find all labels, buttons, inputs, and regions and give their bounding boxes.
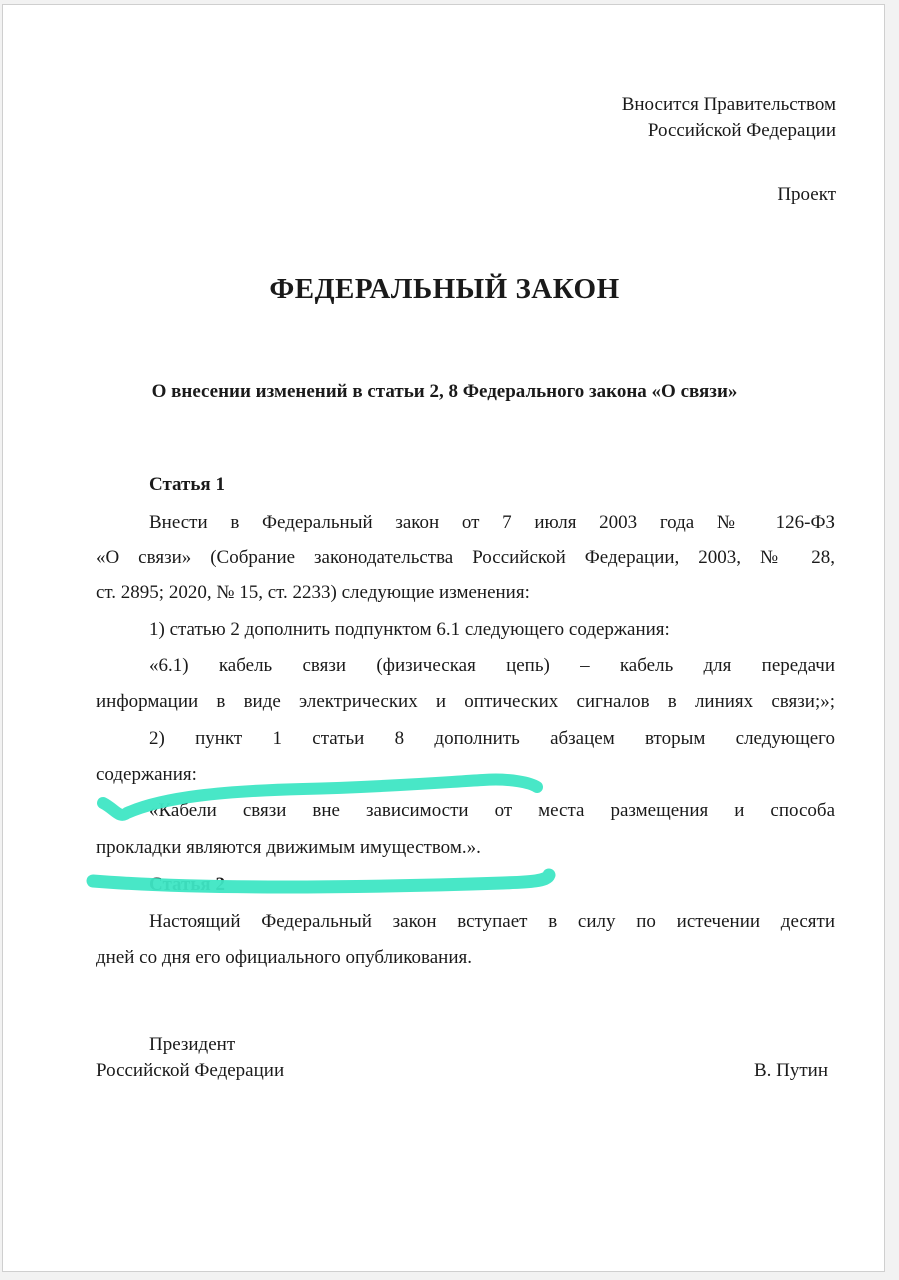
article-2-heading: Статья 2 [149,874,225,895]
submitted-by-line-1: Вносится Правительством [621,94,836,115]
signature-name: В. Путин [753,1060,828,1081]
article-2-line-2: дней со дня его официального опубликования. [96,947,473,968]
article-1-line-5: «6.1) кабель связи (физическая цепь) – кабель для передачи [149,655,835,676]
article-1-line-1: Внести в Федеральный закон от 7 июля 2003 года № 126-ФЗ [149,512,835,533]
article-1-heading: Статья 1 [149,474,225,495]
document-title: ФЕДЕРАЛЬНЫЙ ЗАКОН [269,273,620,305]
document-page [2,4,885,1272]
document-subtitle: О внесении изменений в статьи 2, 8 Федерального закона «О связи» [151,381,738,402]
article-1-line-8: содержания: [96,764,197,785]
draft-label: Проект [777,184,836,205]
article-2-line-1: Настоящий Федеральный закон вступает в силу по истечении десяти [149,911,835,932]
article-1-line-9: «Кабели связи вне зависимости от места размещения и способа [149,800,835,821]
signature-position-line-1: Президент [149,1034,236,1055]
article-1-line-3: ст. 2895; 2020, № 15, ст. 2233) следующие изменения: [96,582,530,603]
article-1-line-2: «О связи» (Собрание законодательства Российской Федерации, 2003, № 28, [96,547,835,568]
signature-position-line-2: Российской Федерации [96,1060,285,1081]
article-1-line-7: 2) пункт 1 статьи 8 дополнить абзацем вторым следующего [149,728,835,749]
submitted-by-line-2: Российской Федерации [647,120,836,141]
article-1-line-10: прокладки являются движимым имуществом.». [96,837,481,858]
article-1-line-6: информации в виде электрических и оптических сигналов в линиях связи;»; [96,691,835,712]
article-1-line-4: 1) статью 2 дополнить подпунктом 6.1 следующего содержания: [149,619,670,640]
